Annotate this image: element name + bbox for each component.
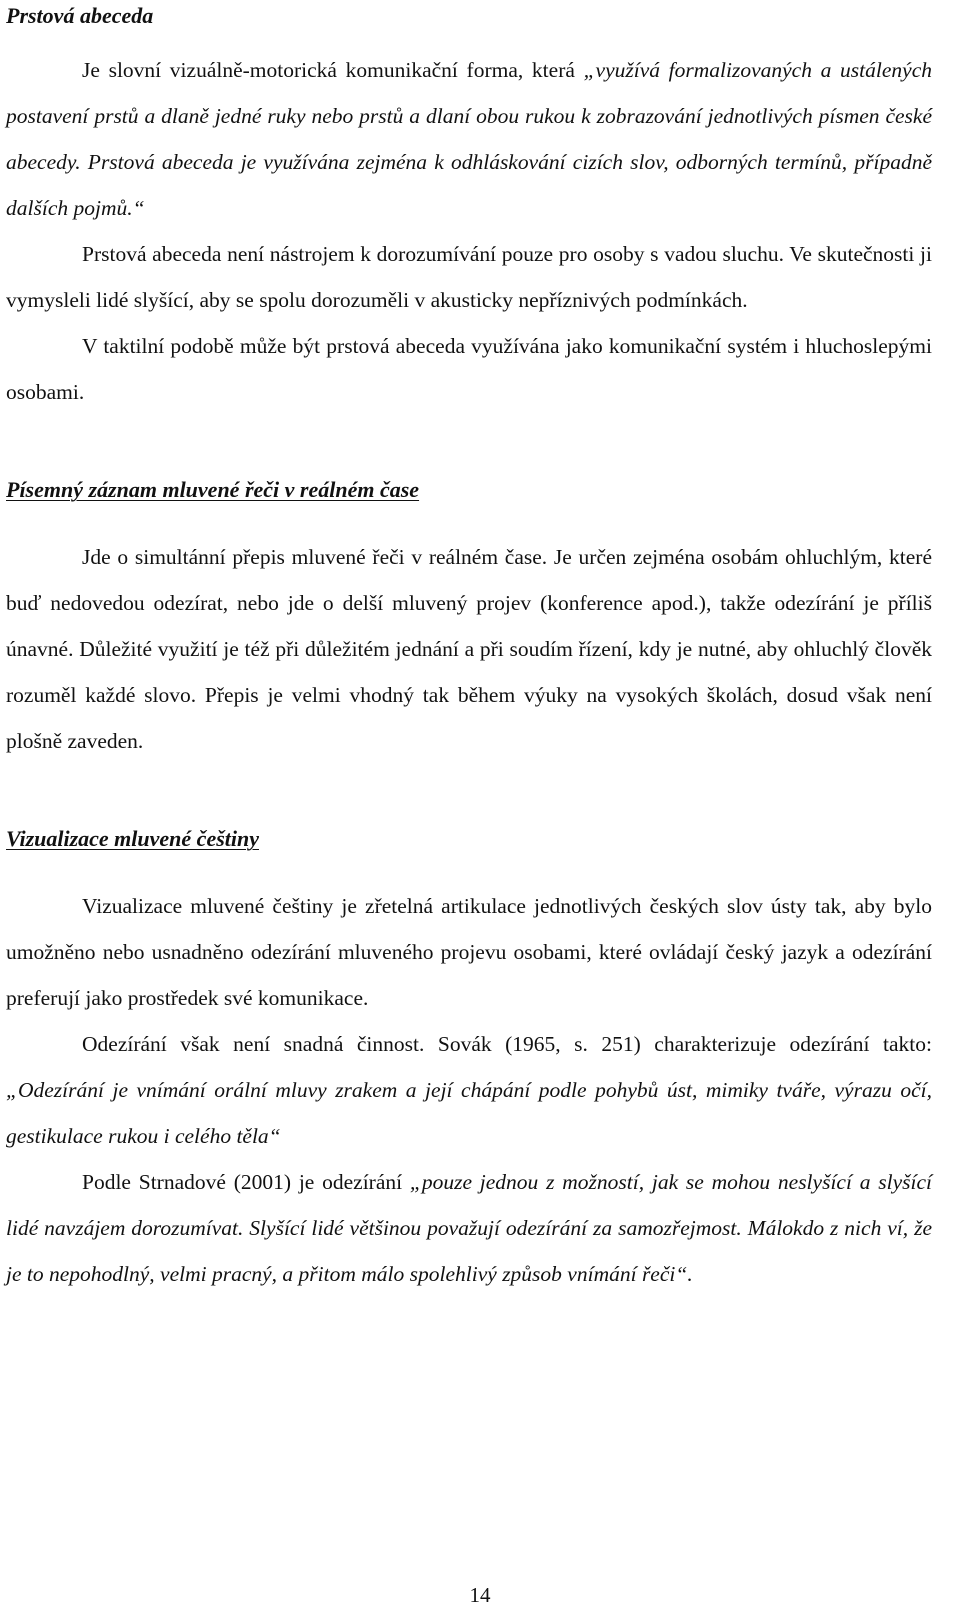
- paragraph-text: Odezírání však není snadná činnost. Sovák (1965, s. 251) charakterizuje odezírání takto:: [82, 1032, 932, 1056]
- section-heading-vizualizace: Vizualizace mluvené češtiny: [6, 826, 259, 851]
- paragraph-text: Podle Strnadové (2001) je odezírání: [82, 1170, 410, 1194]
- section-heading-pisemny-zaznam: Písemný záznam mluvené řeči v reálném čase: [6, 477, 420, 502]
- paragraph: Vizualizace mluvené češtiny je zřetelná artikulace jednotlivých českých slov ústy tak, aby bylo umožněno nebo usnadněno odezírání mluveného projevu osobami, které ovládají český jazyk a odezírání preferují jako prostředek své komunikace.: [6, 894, 932, 1010]
- paragraph-text: Je slovní vizuálně-motorická komunikační forma, která: [82, 58, 584, 82]
- citation-quote: „Odezírání je vnímání orální mluvy zrakem a její chápání podle pohybů úst, mimiky tváře, výrazu očí, gestikulace rukou i celého těla“: [6, 1078, 932, 1148]
- paragraph: Jde o simultánní přepis mluvené řeči v reálném čase. Je určen zejména osobám ohluchlým, které buď nedovedou odezírat, nebo jde o delší mluvený projev (konference apod.), takže odezírání je příliš únavné. Důležité využití je též při důležitém jednání a při soudím řízení, kdy je nutné, aby ohluchlý člověk rozuměl každé slovo. Přepis je velmi vhodný tak během výuky na vysokých školách, dosud však není plošně zaveden.: [6, 545, 932, 753]
- document-body: [6, 0, 932, 1297]
- citation-quote: „využívá formalizovaných a ustálených postavení prstů a dlaně jedné ruky nebo prstů a dlaní obou rukou k zobrazování jednotlivých písmen české abecedy. Prstová abeceda je využívána zejména k odhláskování cizích slov, odborných termínů, případně dalších pojmů.“: [6, 58, 932, 220]
- paragraph: V taktilní podobě může být prstová abeceda využívána jako komunikační systém i hluchoslepými osobami.: [6, 334, 932, 404]
- citation-quote: „pouze jednou z možností, jak se mohou neslyšící a slyšící lidé navzájem dorozumívat. Slyšící lidé většinou považují odezírání za samozřejmost. Málokdo z nich ví, že je to nepohodlný, velmi pracný, a přitom málo spolehlivý způsob vnímání řeči“.: [6, 1170, 932, 1286]
- page-number: 14: [469, 1583, 491, 1607]
- paragraph: [6, 1021, 932, 1159]
- section-heading-prstova-abeceda: Prstová abeceda: [6, 3, 154, 28]
- paragraph: [6, 1159, 932, 1297]
- paragraph: Prstová abeceda není nástrojem k dorozumívání pouze pro osoby s vadou sluchu. Ve skutečnosti ji vymysleli lidé slyšící, aby se spolu dorozuměli v akusticky nepříznivých podmínkách.: [6, 242, 932, 312]
- paragraph: [6, 47, 932, 231]
